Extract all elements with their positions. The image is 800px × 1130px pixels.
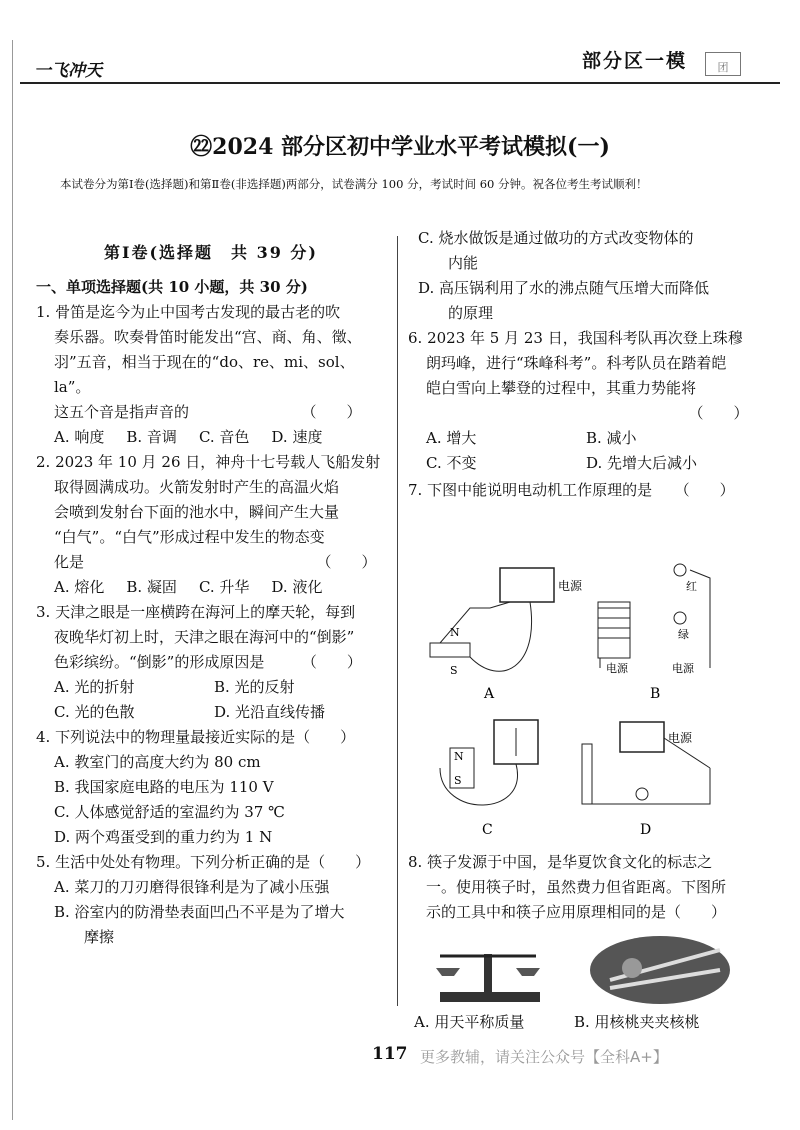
option[interactable]: A. 响度 — [54, 428, 105, 446]
option-continuation: 的原理 — [418, 304, 494, 322]
option[interactable]: D. 两个鸡蛋受到的重力约为 1 N — [54, 828, 273, 846]
option[interactable]: A. 教室门的高度大约为 80 cm — [54, 753, 261, 771]
figure-label: B — [650, 686, 661, 702]
left-column — [36, 240, 386, 950]
q1-line: 奏乐器。吹奏骨笛时能发出“宫、商、角、徵、 — [54, 328, 362, 346]
q8-line: 8. 筷子发源于中国，是华夏饮食文化的标志之 — [408, 853, 713, 871]
q3-line: 色彩缤纷。“倒影”的形成原因是 （ ） — [54, 653, 362, 671]
figure-label: A — [484, 686, 495, 702]
q3-options-row1 — [36, 675, 386, 700]
exam-instructions: 本试卷分为第Ⅰ卷(选择题)和第Ⅱ卷(非选择题)两部分，试卷满分 100 分，考试时间 60 分钟。祝各位考生考试顺利！ — [60, 177, 648, 191]
q8-line: 一。使用筷子时，虽然费力但省距离。下图所 — [426, 878, 727, 896]
question-8 — [408, 850, 768, 925]
page-number: 117 — [372, 1044, 408, 1064]
q1-line: 羽”五音，相当于现在的“do、re、mi、sol、la”。 — [54, 353, 355, 396]
option[interactable]: A. 增大 — [426, 429, 477, 447]
option[interactable]: C. 光的色散 — [54, 703, 135, 721]
q1-line: 1. 骨笛是迄今为止中国考古发现的最古老的吹 — [36, 303, 341, 321]
fig-text: S — [454, 774, 462, 787]
header-mark — [705, 52, 741, 76]
fig-text: S — [450, 664, 458, 677]
q8-line: 示的工具中和筷子应用原理相同的是（ ） — [426, 903, 727, 921]
option[interactable]: C. 不变 — [426, 454, 477, 472]
page-edge-line — [12, 40, 13, 1120]
right-column — [408, 226, 768, 503]
q4-line: 4. 下列说法中的物理量最接近实际的是（ ） — [36, 728, 356, 746]
fig-text: N — [454, 750, 464, 763]
question-6 — [408, 326, 768, 476]
q1-line: 这五个音是指声音的 （ ） — [54, 403, 362, 421]
question-3 — [36, 600, 386, 725]
wire-d — [592, 738, 710, 804]
fig-text: 电源 — [672, 662, 694, 675]
column-divider — [397, 236, 398, 1006]
q2-line: 会喷到发射台下面的池水中，瞬间产生大量 — [54, 503, 340, 521]
header-brand: 一飞冲天 — [34, 61, 102, 81]
option[interactable]: B. 用核桃夹夹核桃 — [574, 1013, 700, 1031]
option[interactable]: B. 光的反射 — [214, 678, 295, 696]
fig-text: 绿 — [678, 628, 689, 641]
page-title: ㉒2024 部分区初中学业水平考试模拟(一) — [190, 134, 610, 160]
q8-options-row — [414, 1010, 754, 1035]
figure-b[interactable] — [598, 564, 710, 702]
section-heading: 第Ⅰ卷(选择题 共 39 分) — [103, 243, 319, 262]
wire-c — [440, 764, 517, 805]
q5-line: 5. 生活中处处有物理。下列分析正确的是（ ） — [36, 853, 371, 871]
fig-text: 电源 — [668, 731, 693, 745]
bulb-icon — [674, 612, 686, 624]
option[interactable]: D. 速度 — [271, 428, 323, 446]
footer-note: 更多教辅，请关注公众号【全科A+】 — [420, 1048, 668, 1066]
header-rule — [20, 82, 780, 84]
bulb-icon — [636, 788, 648, 800]
q2-line: 化是 （ ） — [54, 553, 377, 571]
option[interactable]: B. 我国家庭电路的电压为 110 V — [54, 778, 274, 796]
q2-line: 取得圆满成功。火箭发射时产生的高温火焰 — [54, 478, 340, 496]
q6-options-row1 — [408, 426, 768, 451]
q8-images — [420, 930, 750, 1010]
option[interactable]: A. 用天平称质量 — [414, 1013, 525, 1031]
power-supply-d — [620, 722, 664, 752]
option[interactable]: D. 液化 — [271, 578, 323, 596]
option[interactable]: B. 浴室内的防滑垫表面凹凸不平是为了增大 — [54, 903, 345, 921]
option[interactable]: B. 音调 — [126, 428, 177, 446]
q6-line: 6. 2023 年 5 月 23 日，我国科考队再次登上珠穆 — [408, 329, 743, 347]
fig-text: 红 — [686, 580, 697, 593]
option[interactable]: D. 高压锅利用了水的沸点随气压增大而降低 — [418, 279, 710, 297]
option-continuation: 内能 — [418, 254, 479, 272]
q3-line: 3. 天津之眼是一座横跨在海河上的摩天轮，每到 — [36, 603, 356, 621]
electromagnet-b — [598, 602, 630, 658]
figure-c[interactable] — [440, 720, 538, 838]
question-1 — [36, 300, 386, 450]
fig-text: 电源 — [606, 662, 628, 675]
header-mark-text: 团 — [717, 61, 729, 74]
option[interactable]: B. 减小 — [586, 429, 637, 447]
question-5-continued — [408, 226, 768, 326]
q3-options-row2 — [36, 700, 386, 725]
question-4 — [36, 725, 386, 850]
option[interactable]: C. 烧水做饭是通过做功的方式改变物体的 — [418, 229, 694, 247]
q7-figures — [410, 548, 760, 848]
power-supply-a — [500, 568, 554, 602]
q2-options — [36, 575, 386, 600]
part-heading: 一、单项选择题(共 10 小题，共 30 分) — [36, 278, 308, 296]
header-section-label: 部分区一模 — [582, 50, 688, 72]
balance-scale-image — [436, 954, 540, 1002]
q6-line: 皑白雪向上攀登的过程中，其重力势能将 — [426, 379, 697, 397]
figure-label: C — [482, 822, 493, 838]
fig-text: 电源 — [558, 579, 583, 593]
fig-text: N — [450, 626, 460, 639]
option[interactable]: C. 人体感觉舒适的室温约为 37 ℃ — [54, 803, 285, 821]
wire-a — [470, 602, 532, 671]
option[interactable]: A. 熔化 — [54, 578, 105, 596]
option[interactable]: A. 光的折射 — [54, 678, 135, 696]
option[interactable]: D. 先增大后减小 — [586, 454, 698, 472]
q6-options-row2 — [408, 451, 768, 476]
q2-line: 2. 2023 年 10 月 26 日，神舟十七号载人飞船发射 — [36, 453, 381, 471]
option[interactable]: A. 菜刀的刀刃磨得很锋利是为了减小压强 — [54, 878, 330, 896]
q1-options — [36, 425, 386, 450]
nutcracker-image — [590, 936, 730, 1004]
option-continuation: 摩擦 — [54, 928, 115, 946]
bulb-icon — [674, 564, 686, 576]
figure-d[interactable] — [582, 722, 710, 838]
question-2 — [36, 450, 386, 600]
q2-line: “白气”。“白气”形成过程中发生的物态变 — [54, 528, 325, 546]
q8-options — [414, 1010, 754, 1035]
magnet-a — [430, 643, 470, 657]
option[interactable]: C. 音色 — [198, 428, 250, 446]
option[interactable]: D. 光沿直线传播 — [214, 703, 326, 721]
option[interactable]: C. 升华 — [198, 578, 250, 596]
q6-line: 朗玛峰，进行“珠峰科考”。科考队员在踏着皑 — [426, 354, 727, 372]
electromagnet-d — [582, 744, 592, 804]
figure-a[interactable] — [430, 568, 583, 702]
q6-line: （ ） — [426, 404, 749, 422]
q3-line: 夜晚华灯初上时，天津之眼在海河中的“倒影” — [54, 628, 355, 646]
question-7: 7. 下图中能说明电动机工作原理的是 （ ） — [408, 481, 735, 499]
option[interactable]: B. 凝固 — [126, 578, 177, 596]
figure-label: D — [640, 822, 652, 838]
question-5 — [36, 850, 386, 950]
